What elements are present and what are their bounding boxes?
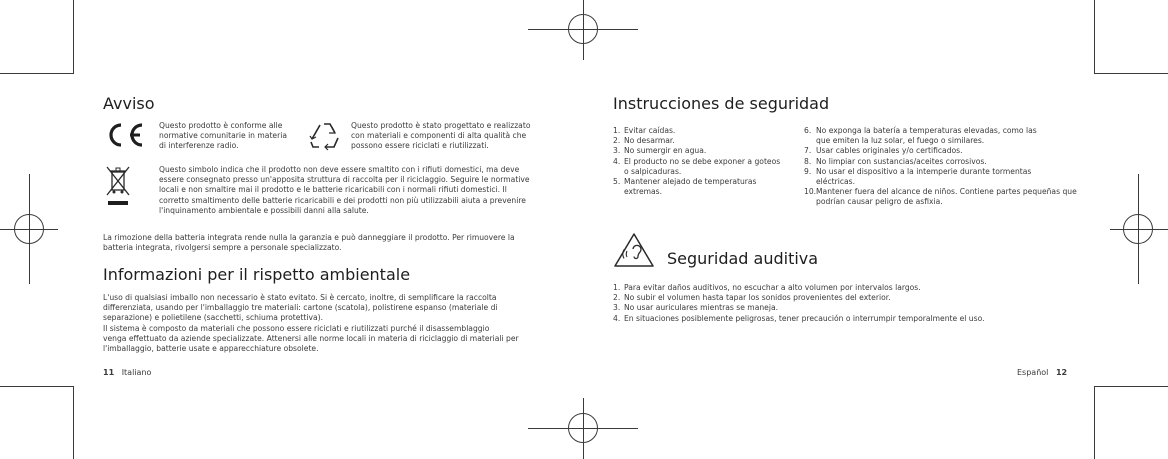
left-footer-language: Italiano [121,368,152,377]
list-item [613,126,798,136]
list-item [613,157,798,177]
ce-mark-icon [104,121,146,149]
list-item-text: Usar cables originales y/o certificados. [816,146,963,156]
list-item-number: 7. [804,146,812,156]
recycle-icon [308,121,342,153]
list-item-text: No desarmar. [624,136,675,146]
list-item [804,187,1077,207]
list-item-number: 2. [613,293,621,303]
list-item-text: Para evitar daños auditivos, no escuchar a alto volumen por intervalos largos. [624,283,921,292]
list-item [804,167,1069,187]
list-item-text: No sumergir en agua. [624,146,707,156]
list-item-number: 8. [804,156,812,166]
list-item [613,293,985,303]
list-item-text: No subir el volumen hasta tapar los sonidos provenientes del exterior. [624,293,891,303]
list-item-number: 1. [613,126,621,135]
weee-crossed-bin-icon [104,164,132,208]
ce-notice: Questo prodotto è conforme alle normative comunitarie in materia di interferenze radio. [159,121,287,151]
recycle-notice: Questo prodotto è stato progettato e realizzato con materiali e componenti di alta qualità che possono essere riciclati e riutilizzati. [351,121,531,151]
hearing-warning-icon [613,232,655,268]
seguridad-title: Instrucciones de seguridad [613,94,830,113]
list-item-text: El producto no se debe exponer a goteos o salpicaduras. [624,156,781,176]
list-item-text: Evitar caídas. [624,126,676,135]
list-item [613,136,798,146]
list-item [613,283,985,293]
list-item-number: 1. [613,283,621,292]
right-footer-language: Español [1017,368,1049,377]
list-item-number: 2. [613,136,621,146]
battery-notice: La rimozione della batteria integrata rende nulla la garanzia e può danneggiare il prodotto. Per rimuovere la batteria integrata, rivolgersi sempre a personale specializzato. [103,233,515,253]
right-footer [1017,368,1067,377]
list-item-number: 3. [613,146,621,156]
list-item [613,314,985,324]
left-page-number: 11 [103,368,115,377]
list-item-text: No usar el dispositivo a la intemperie durante tormentas eléctricas. [816,166,1032,187]
list-item-number: 9. [804,166,812,176]
list-item-text: No exponga la batería a temperaturas elevadas, como las que emiten la luz solar, el fuego o similares. [816,126,1037,146]
list-item-text: Mantener fuera del alcance de niños. Contiene partes pequeñas que podrían causar peligro de asfixia. [816,187,1077,207]
left-footer [103,368,151,377]
list-item-number: 5. [613,177,621,187]
list-item-text: No limpiar con sustancias/aceites corrosivos. [816,156,987,166]
ambiente-title: Informazioni per il rispetto ambientale [103,265,411,284]
list-item-text: Mantener alejado de temperaturas extremas. [624,177,757,197]
list-item-number: 10. [804,187,817,197]
list-item [613,177,798,197]
list-item-text: En situaciones posiblemente peligrosas, tener precaución o interrumpir temporalmente el uso. [624,313,985,323]
auditiva-title: Seguridad auditiva [667,249,819,268]
list-item [804,157,1069,167]
list-item [613,303,985,313]
list-item-number: 6. [804,126,812,135]
list-item [613,146,798,156]
list-item-number: 3. [613,303,621,313]
list-item-text: No usar auriculares mientras se maneja. [624,303,779,313]
list-item-number: 4. [613,313,621,323]
auditiva-list [613,283,985,324]
list-item [804,126,1069,146]
weee-notice: Questo simbolo indica che il prodotto non deve essere smaltito con i rifiuti domestici, ma deve essere consegnato presso un'apposita struttura di raccolta per il riciclaggio. Seguire le normative locali e non smaltire mai il prodotto e le batterie ricaricabili con i normali rifiuti domestici. Il corretto smaltimento delle batterie ricaricabili e dei prodotti non più utilizzabili aiuta a prevenire l'inquinamento ambientale e possibili danni alla salute. [159,165,530,215]
seguridad-col1 [613,126,798,197]
right-page-number: 12 [1055,368,1068,377]
list-item [804,146,1069,156]
avviso-title: Avviso [103,94,155,113]
list-item-number: 4. [613,156,621,166]
seguridad-col2 [804,126,1077,208]
ambiente-body: L'uso di qualsiasi imballo non necessario è stato evitato. Si è cercato, inoltre, di semplificare la raccolta differenziata, usando per l'imballaggio tre materiali: cartone (scatola), polistirene espanso (materiale di separazione) e polietilene (sacchetti, schiuma protettiva). Il sistema è composto da materiali che possono essere riciclati e riutilizzati purché il disassemblaggio venga effettuato da aziende specializzate. Attenersi alle norme locali in materia di riciclaggio di materiali per l'imballaggio, batterie usate e apparecchiature obsolete. [103,293,519,354]
